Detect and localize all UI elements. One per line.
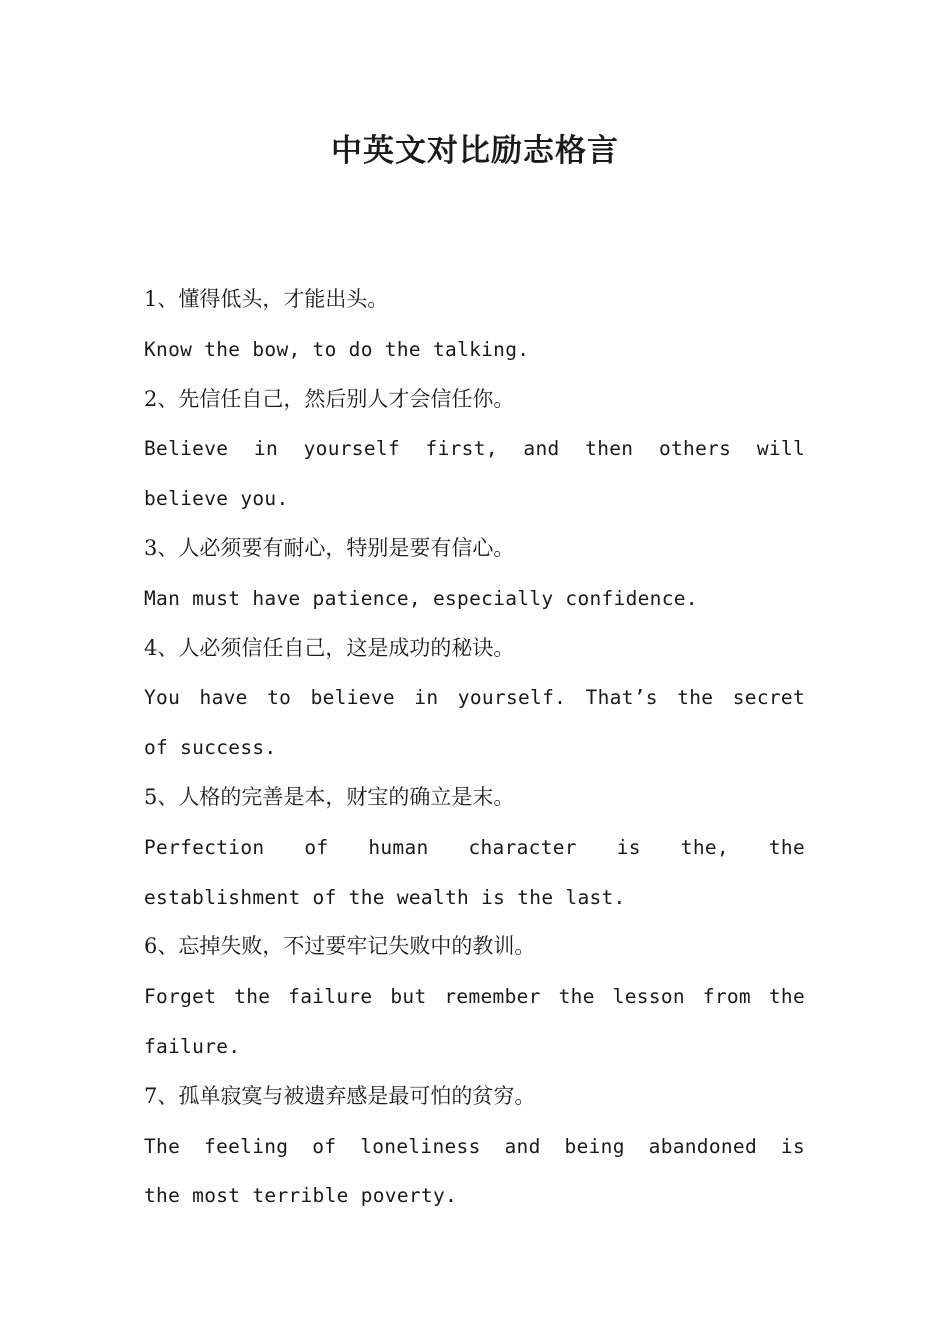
entry-1-english: Know the bow, to do the talking. — [144, 337, 530, 361]
entry-7-chinese: 7、孤单寂寞与被遗弃感是最可怕的贫穷。 — [144, 1083, 536, 1108]
entry-6-english-line-1: Forget the failure but remember the lesson from the — [144, 985, 805, 1009]
entry-7 — [144, 1072, 805, 1221]
entry-4-english-line-1: You have to believe in yourself. That’s the secret — [144, 686, 805, 710]
document-body — [144, 275, 805, 1221]
entry-4-chinese: 4、人必须信任自己，这是成功的秘诀。 — [144, 635, 515, 660]
entry-3-chinese: 3、人必须要有耐心，特别是要有信心。 — [144, 535, 515, 560]
entry-1-chinese: 1、懂得低头，才能出头。 — [144, 287, 389, 311]
entry-5 — [144, 773, 805, 922]
entry-6 — [144, 922, 805, 1071]
entry-3 — [144, 524, 805, 624]
entry-5-english-line-2: establishment of the wealth is the last. — [144, 885, 626, 909]
entry-1 — [144, 275, 805, 375]
entry-2 — [144, 375, 805, 524]
entry-6-english-line-2: failure. — [144, 1034, 241, 1058]
entry-5-english-line-1: Perfection of human character is the, the — [144, 835, 805, 859]
entry-4 — [144, 624, 805, 773]
entry-3-english: Man must have patience, especially confidence. — [144, 586, 698, 610]
entry-2-chinese: 2、先信任自己，然后别人才会信任你。 — [144, 386, 515, 411]
document-title: 中英文对比励志格言 — [331, 133, 619, 169]
entry-7-english-line-2: the most terrible poverty. — [144, 1184, 458, 1208]
entry-2-english-line-2: believe you. — [144, 487, 289, 511]
entry-5-chinese: 5、人格的完善是本，财宝的确立是末。 — [144, 784, 515, 809]
entry-2-english-line-1: Believe in yourself first, and then others will — [144, 437, 805, 461]
entry-7-english-line-1: The feeling of loneliness and being abandoned is — [144, 1134, 805, 1158]
entry-6-chinese: 6、忘掉失败，不过要牢记失败中的教训。 — [144, 934, 536, 959]
entry-4-english-line-2: of success. — [144, 736, 277, 760]
